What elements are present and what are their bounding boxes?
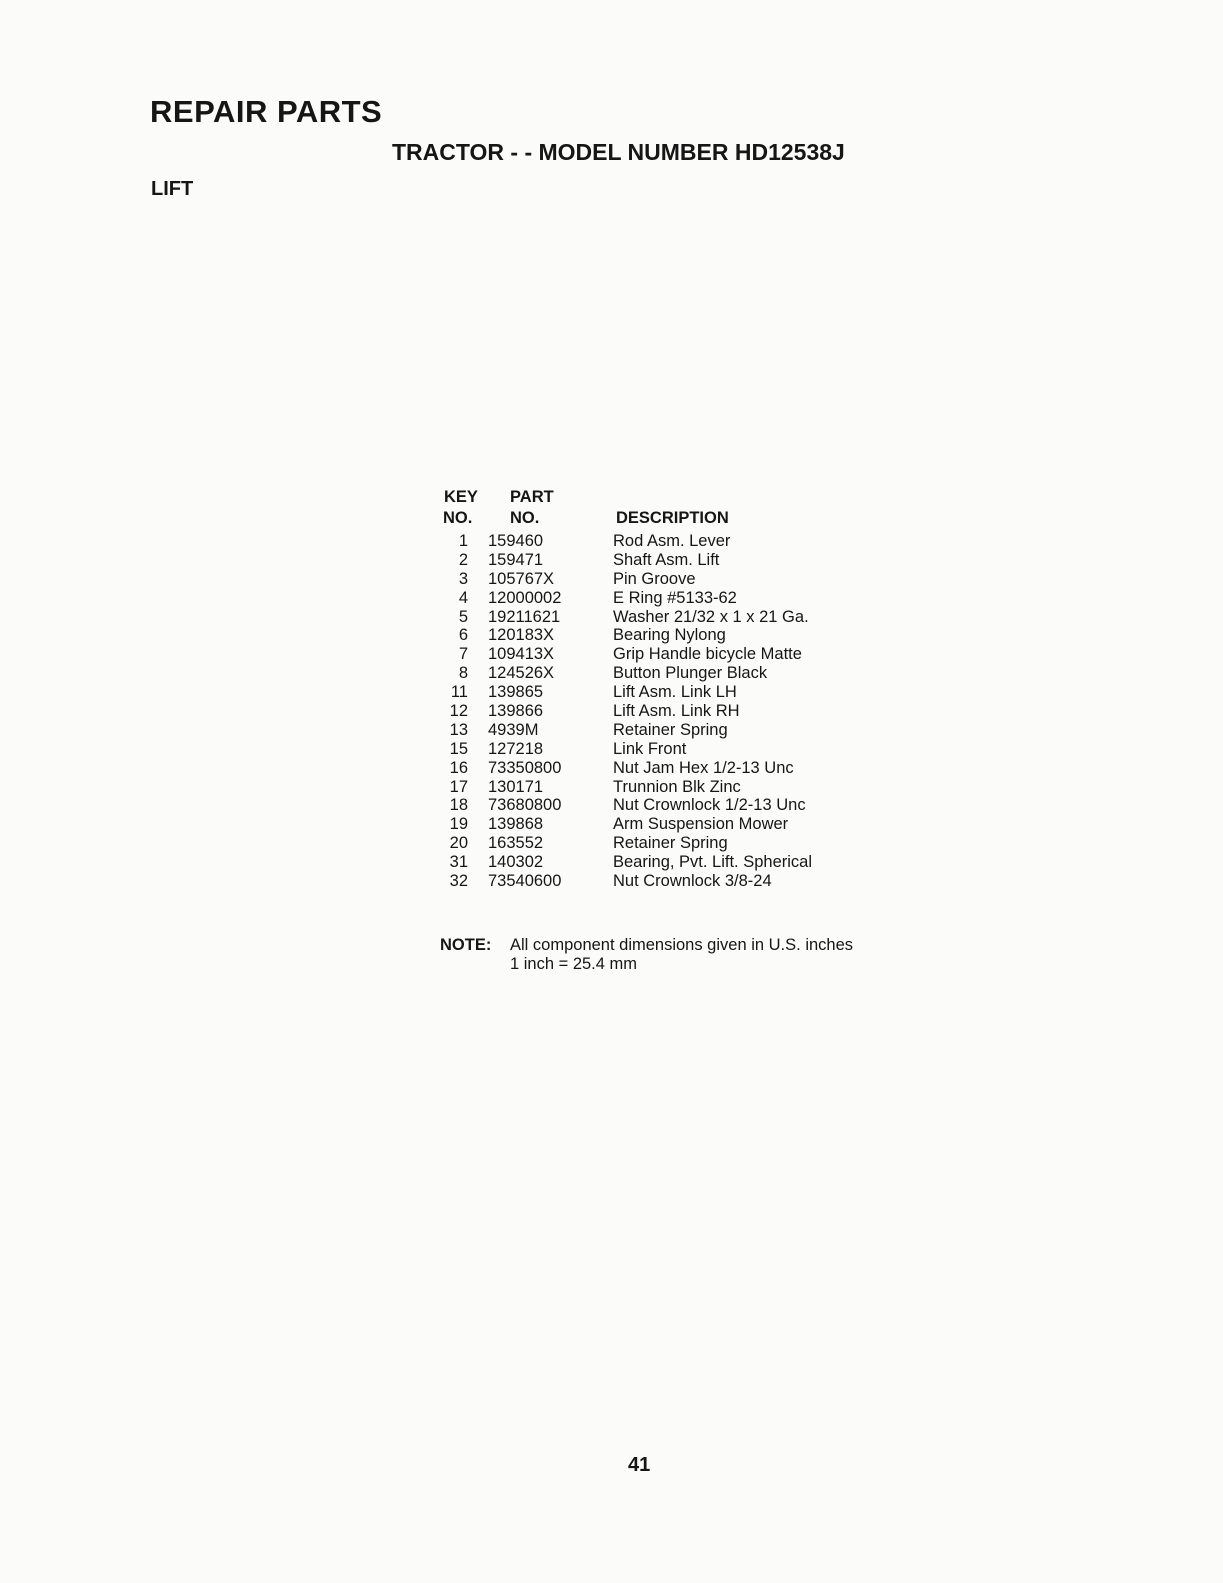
part-header-line2: NO. (510, 509, 540, 527)
part-no: 130171 (488, 777, 544, 796)
part-no: 19211621 (488, 607, 561, 626)
key-no: 4 (458, 588, 468, 607)
part-no: 12000002 (488, 588, 562, 607)
part-no: 73350800 (488, 758, 562, 777)
key-no: 20 (449, 834, 468, 853)
part-description: Lift Asm. Link LH (613, 683, 737, 702)
key-no: 6 (458, 626, 468, 645)
part-no: 139868 (488, 815, 544, 834)
part-description: Nut Crownlock 3/8-24 (613, 872, 772, 891)
part-no: 139866 (488, 702, 544, 721)
part-description: Rod Asm. Lever (613, 532, 731, 550)
part-header-line1: PART (510, 488, 554, 506)
part-description: Lift Asm. Link RH (613, 702, 740, 721)
part-no: 163552 (488, 834, 544, 853)
part-description: Bearing, Pvt. Lift. Spherical (613, 853, 813, 872)
key-no: 12 (449, 702, 468, 721)
part-description: Grip Handle bicycle Matte (613, 645, 802, 664)
part-no: 124526X (488, 664, 555, 683)
note-line2: 1 inch = 25.4 mm (510, 955, 638, 973)
part-no: 159460 (488, 532, 544, 550)
note-line1: All component dimensions given in U.S. inches (510, 936, 854, 954)
key-header-line1: KEY (444, 488, 478, 506)
part-no: 159471 (488, 550, 544, 569)
part-description: Arm Suspension Mower (613, 815, 789, 834)
key-no: 1 (458, 532, 468, 550)
key-no: 15 (449, 739, 468, 758)
part-description: Bearing Nylong (613, 626, 726, 645)
key-no: 5 (458, 607, 468, 626)
key-no: 32 (449, 872, 468, 891)
key-no: 16 (449, 758, 468, 777)
key-no: 11 (450, 683, 468, 702)
part-no: 140302 (488, 853, 544, 872)
key-no: 8 (458, 664, 468, 683)
part-no: 139865 (488, 683, 544, 702)
key-no: 7 (458, 645, 468, 664)
part-description: Retainer Spring (613, 834, 728, 853)
key-no: 19 (449, 815, 468, 834)
part-description: Trunnion Blk Zinc (613, 777, 741, 796)
part-description: E Ring #5133-62 (613, 588, 737, 607)
part-description: Nut Crownlock 1/2-13 Unc (613, 796, 806, 815)
note-label: NOTE: (440, 936, 492, 954)
part-no: 73540600 (488, 872, 562, 891)
description-header: DESCRIPTION (616, 509, 729, 527)
key-no: 18 (449, 796, 468, 815)
part-description: Shaft Asm. Lift (613, 550, 720, 569)
page-title: REPAIR PARTS (150, 94, 383, 129)
part-description: Pin Groove (613, 569, 696, 588)
section-title: LIFT (151, 178, 194, 200)
part-description: Nut Jam Hex 1/2-13 Unc (613, 758, 794, 777)
part-no: 120183X (488, 626, 555, 645)
part-no: 105767X (488, 569, 555, 588)
part-no: 73680800 (488, 796, 562, 815)
part-description: Link Front (613, 739, 687, 758)
model-title: TRACTOR - - MODEL NUMBER HD12538J (392, 139, 845, 165)
key-no: 3 (458, 569, 468, 588)
key-no: 2 (458, 550, 468, 569)
key-no: 13 (449, 720, 468, 739)
page-number: 41 (628, 1454, 651, 1476)
part-no: 127218 (488, 739, 544, 758)
key-header-line2: NO. (443, 509, 473, 527)
part-description: Button Plunger Black (613, 664, 768, 683)
part-description: Washer 21/32 x 1 x 21 Ga. (613, 607, 809, 626)
part-no: 4939M (488, 720, 539, 739)
part-description: Retainer Spring (613, 720, 728, 739)
key-no: 31 (449, 853, 468, 872)
part-no: 109413X (488, 645, 555, 664)
key-no: 17 (449, 777, 468, 796)
